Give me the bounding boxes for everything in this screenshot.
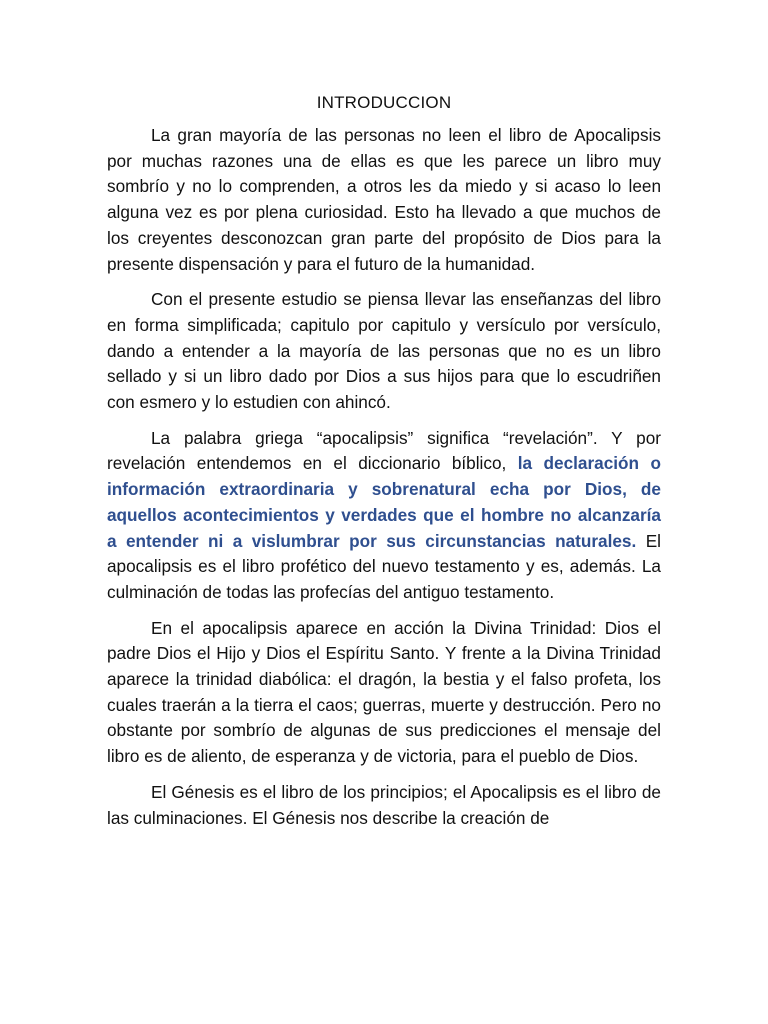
paragraph-3-intro: La palabra griega “apocalipsis” significa “revelación”. Y por revelación entendemos en el diccionario bíblico, bbox=[107, 427, 661, 474]
paragraph-3-highlight: la declaración o información extraordinaria y sobrenatural echa por Dios, de aquellos acontecimientos y verdades que el hombre no alcanzaría a entender ni a vislumbrar por sus circunstancias naturales. bbox=[107, 453, 661, 551]
paragraph-2: Con el presente estudio se piensa llevar las enseñanzas del libro en forma simplificada; capitulo por capitulo y versículo por versículo, dando a entender a la mayoría de las personas que no es un libro sellado y si un libro dado por Dios a sus hijos para que lo escudriñen con esmero y lo estudien con ahincó. bbox=[107, 289, 661, 413]
document-title: INTRODUCCION bbox=[316, 93, 452, 112]
paragraph-1: La gran mayoría de las personas no leen el libro de Apocalipsis por muchas razones una de ellas es que les parece un libro muy sombrío y no lo comprenden, a otros les da miedo y si acaso lo leen alguna vez es por plena curiosidad. Esto ha llevado a que muchos de los creyentes desconozcan gran parte del propósito de Dios para la presente dispensación y para el futuro de la humanidad. bbox=[107, 125, 661, 274]
paragraph-4: En el apocalipsis aparece en acción la Divina Trinidad: Dios el padre Dios el Hijo y Dios el Espíritu Santo. Y frente a la Divina Trinidad aparece la trinidad diabólica: el dragón, la bestia y el falso profeta, los cuales traerán a la tierra el caos; guerras, muerte y destrucción. Pero no obstante por sombrío de algunas de sus predicciones el mensaje del libro es de aliento, de esperanza y de victoria, para el pueblo de Dios. bbox=[107, 617, 661, 767]
paragraph-3-rest: El apocalipsis es el libro profético del nuevo testamento y es, además. La culminación de todas las profecías del antiguo testamento. bbox=[107, 530, 662, 602]
paragraph-3 bbox=[107, 426, 661, 606]
paragraph-5: El Génesis es el libro de los principios; el Apocalipsis es el libro de las culminaciones. El Génesis nos describe la creación de bbox=[107, 781, 661, 828]
